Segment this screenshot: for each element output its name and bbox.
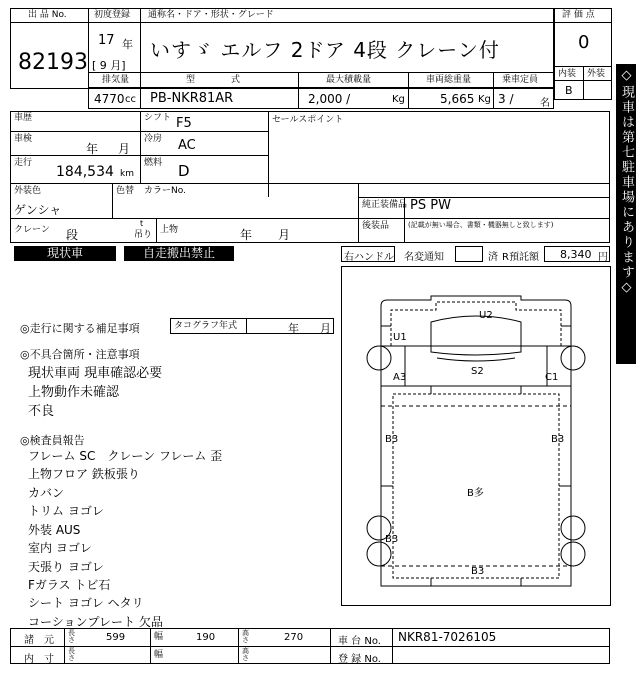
damage-mark: U1 xyxy=(393,332,407,343)
history-label: 車歴 xyxy=(14,113,33,123)
inner-height-label: 高さ xyxy=(242,647,249,662)
max-load-value: 2,000 / xyxy=(308,92,351,106)
chassis-number-label: 車 台 No. xyxy=(338,636,381,647)
self-drive-prohibited-badge: 自走搬出禁止 xyxy=(124,246,234,261)
inner-dimensions-label: 内 寸 xyxy=(24,654,54,665)
lot-label: 出 品 No. xyxy=(28,10,67,20)
displacement-label: 排気量 xyxy=(102,75,130,85)
inspector-line: Fガラス トビ石 xyxy=(28,578,111,592)
fuel-value: D xyxy=(178,162,190,180)
damage-mark: S2 xyxy=(471,366,484,377)
height-value: 270 xyxy=(284,632,304,643)
location-banner xyxy=(616,64,636,364)
location-banner-text: ◇現車は第七駐車場にあります◇ xyxy=(619,68,634,297)
model-label: 型 式 xyxy=(186,75,241,85)
inspection-label: 車検 xyxy=(14,134,33,144)
superstructure-month-unit: 月 xyxy=(278,228,291,242)
superstructure-year-unit: 年 xyxy=(240,228,253,242)
damage-mark: B3 xyxy=(551,434,565,445)
fuel-label: 燃料 xyxy=(144,158,163,168)
color-number-label: カラーNo. xyxy=(144,186,186,196)
color-change-label: 色替 xyxy=(116,186,135,196)
first-registration-year: 17 xyxy=(98,33,115,48)
recycle-deposit-amount: 8,340 xyxy=(560,248,592,261)
truck-top-view-diagram xyxy=(341,266,611,606)
mileage-label: 走行 xyxy=(14,158,33,168)
capacity-value: 3 / xyxy=(498,92,514,106)
width-value: 190 xyxy=(196,632,216,643)
displacement-value: 4770 xyxy=(94,92,125,106)
exterior-grade-label: 外装 xyxy=(587,69,606,79)
aftermarket-label: 後装品 xyxy=(362,221,390,231)
damage-mark: A3 xyxy=(393,372,407,383)
width-label: 幅 xyxy=(154,632,164,642)
tachograph-label: タコグラフ年式 xyxy=(174,321,238,331)
vehicle-name: いすゞ エルフ 2ドア 4段 クレーン付 xyxy=(150,38,500,62)
capacity-unit: 名 xyxy=(540,98,550,109)
standard-equipment-label: 純正装備品 xyxy=(362,200,408,210)
aftermarket-note: (記載が無い場合、書類・機器無しと致します) xyxy=(408,221,554,229)
damage-mark: B3 xyxy=(385,434,399,445)
damage-mark: C1 xyxy=(545,372,559,383)
max-load-unit: Kg xyxy=(392,94,405,105)
inspector-line: 天張り ヨゴレ xyxy=(28,560,104,574)
aircon-value: AC xyxy=(178,138,196,153)
inspector-line: トリム ヨゴレ xyxy=(28,504,104,518)
vehicle-name-label: 通称名・ドア・形状・グレード xyxy=(148,10,274,20)
inspection-year-unit: 年 xyxy=(86,142,99,156)
driving-notes-title: ◎走行に関する補足事項 xyxy=(20,322,140,335)
interior-grade-label: 内装 xyxy=(558,69,577,79)
damage-mark: B3 xyxy=(471,566,485,577)
inner-length-label: 長さ xyxy=(68,647,75,662)
defect-line: 不良 xyxy=(28,404,55,419)
damage-mark: B多 xyxy=(467,488,484,499)
superstructure-label: 上物 xyxy=(160,225,179,235)
max-load-label: 最大積載量 xyxy=(326,75,372,85)
recycle-deposit-label: R預託額 xyxy=(502,252,539,263)
inspector-line: コーションプレート 欠品 xyxy=(28,615,163,629)
recycle-paid: 済 xyxy=(488,252,498,263)
tachograph-month-unit: 月 xyxy=(320,322,331,335)
inspector-line: 外装 AUS xyxy=(28,523,81,537)
grade-label: 評 価 点 xyxy=(562,10,595,20)
model-value: PB-NKR81AR xyxy=(150,91,234,106)
gross-weight-value: 5,665 xyxy=(440,92,475,106)
crane-stage-unit: 段 xyxy=(66,228,79,242)
displacement-unit: cc xyxy=(125,94,136,105)
inspector-line: カバン xyxy=(28,486,65,500)
exterior-color-label: 外装色 xyxy=(14,186,42,196)
recycle-deposit-unit: 円 xyxy=(598,252,608,263)
crane-ton-unit: t xyxy=(140,219,144,228)
year-unit: 年 xyxy=(122,38,133,51)
right-hand-drive: 右ハンドル xyxy=(344,252,394,263)
inner-width-label: 幅 xyxy=(154,650,164,660)
specs-label: 諸 元 xyxy=(24,635,54,646)
defect-line: 上物動作未確認 xyxy=(28,385,120,400)
lot-number: 82193 xyxy=(18,50,88,75)
inspector-line: 上物フロア 鉄板張り xyxy=(28,467,140,481)
damage-mark: U2 xyxy=(479,310,493,321)
defects-title: ◎不具合箇所・注意事項 xyxy=(20,348,140,361)
aircon-label: 冷房 xyxy=(144,134,163,144)
registration-number-label: 登 録 No. xyxy=(338,654,381,665)
mileage-value: 184,534 xyxy=(56,164,114,180)
first-registration-label: 初度登録 xyxy=(94,10,131,20)
grade-value: 0 xyxy=(578,32,590,53)
name-change-notice-label: 名変通知 xyxy=(404,252,444,263)
gross-weight-label: 車両総重量 xyxy=(426,75,472,85)
inspector-line: シート ヨゴレ ヘタリ xyxy=(28,596,144,610)
chassis-number-value: NKR81-7026105 xyxy=(398,630,497,644)
exterior-color-value: ゲンシャ xyxy=(14,203,62,217)
current-car-badge: 現状車 xyxy=(14,246,116,261)
defect-line: 現状車両 現車確認必要 xyxy=(28,366,163,381)
damage-mark: B3 xyxy=(385,534,399,545)
name-change-notice-box xyxy=(455,246,483,262)
length-label: 長さ xyxy=(68,629,75,644)
interior-grade-value: B xyxy=(565,84,573,97)
crane-label: クレーン xyxy=(14,225,50,235)
shift-label: シフト xyxy=(144,113,172,123)
capacity-label: 乗車定員 xyxy=(502,75,539,85)
tachograph-year-unit: 年 xyxy=(288,322,299,335)
first-registration-month: [ 9 月] xyxy=(92,59,126,72)
inspector-line: 室内 ヨゴレ xyxy=(28,541,92,555)
mileage-unit: km xyxy=(120,169,134,179)
sales-point-label: セールスポイント xyxy=(272,115,344,125)
gross-weight-unit: Kg xyxy=(478,94,491,105)
height-label: 高さ xyxy=(242,629,249,644)
shift-value: F5 xyxy=(176,116,192,131)
crane-lift-label: 吊り xyxy=(134,230,153,240)
inspection-month-unit: 月 xyxy=(118,142,131,156)
inspector-report-title: ◎検査員報告 xyxy=(20,434,85,447)
standard-equipment-value: PS PW xyxy=(410,198,451,213)
inspector-line: フレーム SC クレーン フレーム 歪 xyxy=(28,449,223,463)
length-value: 599 xyxy=(106,632,126,643)
